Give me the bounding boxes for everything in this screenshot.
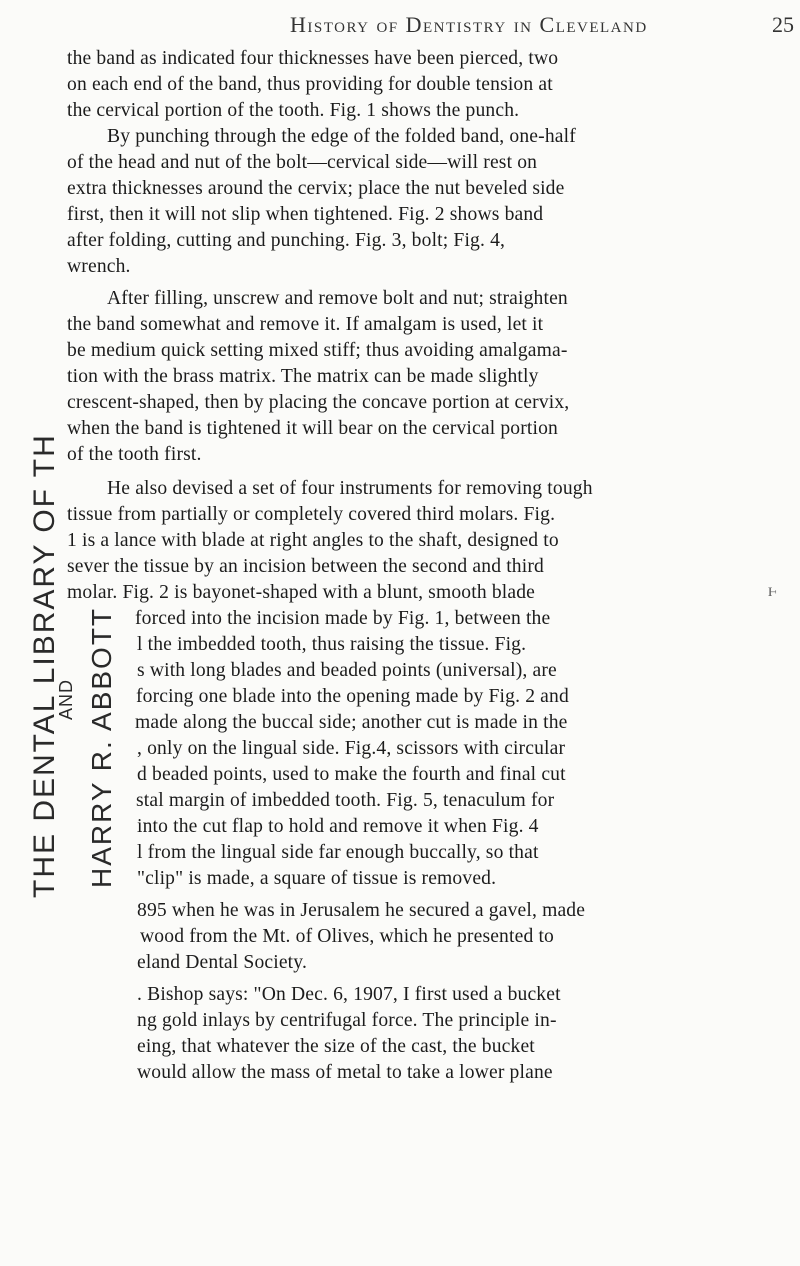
text-line: forcing one blade into the opening made by Fig. 2 and [136,686,569,707]
text-line: extra thicknesses around the cervix; place the nut beveled side [67,178,565,199]
text-line: tion with the brass matrix. The matrix can be made slightly [67,366,539,387]
text-line: eland Dental Society. [137,952,308,973]
text-line: ng gold inlays by centrifugal force. The principle in- [137,1010,557,1031]
text-line: , only on the lingual side. Fig.4, scissors with circular [137,738,566,759]
text-line: eing, that whatever the size of the cast, the bucket [137,1036,535,1057]
text-line: l from the lingual side far enough buccally, so that [137,842,539,863]
text-line: the band as indicated four thicknesses have been pierced, two [67,48,559,69]
text-line: after folding, cutting and punching. Fig. 3, bolt; Fig. 4, [67,230,506,251]
text-line: molar. Fig. 2 is bayonet-shaped with a blunt, smooth blade [67,582,536,603]
text-line: of the tooth first. [67,444,202,465]
text-line: . Bishop says: "On Dec. 6, 1907, I first used a bucket [137,984,561,1005]
text-line: the cervical portion of the tooth. Fig. 1 shows the punch. [67,100,520,121]
text-line: l the imbedded tooth, thus raising the tissue. Fig. [137,634,527,655]
text-line: crescent-shaped, then by placing the concave portion at cervix, [67,392,570,413]
page-body [0,48,800,1266]
text-line: By punching through the edge of the folded band, one-half [107,126,576,147]
page-header [0,12,800,42]
text-line: when the band is tightened it will bear on the cervical portion [67,418,558,439]
running-head: History of Dentistry in Cleveland [290,12,648,37]
text-line: d beaded points, used to make the fourth and final cut [137,764,566,785]
text-line: After filling, unscrew and remove bolt and nut; straighten [107,288,568,309]
text-line: "clip" is made, a square of tissue is removed. [137,868,497,889]
text-line: wrench. [67,256,131,277]
text-line: wood from the Mt. of Olives, which he presented to [140,926,554,947]
text-line: would allow the mass of metal to take a lower plane [137,1062,553,1083]
text-line: stal margin of imbedded tooth. Fig. 5, tenaculum for [136,790,555,811]
library-stamp-line1: THE DENTAL LIBRARY OF TH [28,433,61,898]
page-number: 25 [772,12,794,37]
text-line: He also devised a set of four instruments for removing tough [107,478,593,499]
text-line: made along the buccal side; another cut is made in the [135,712,568,733]
library-stamp-line3: AND [56,678,76,720]
text-line: on each end of the band, thus providing for double tension at [67,74,553,95]
text-line: be medium quick setting mixed stiff; thus avoiding amalgama- [67,340,568,361]
text-line: sever the tissue by an incision between the second and third [67,556,544,577]
text-line: s with long blades and beaded points (universal), are [137,660,557,681]
text-line: of the head and nut of the bolt—cervical side—will rest on [67,152,538,173]
text-line: 1 is a lance with blade at right angles to the shaft, designed to [67,530,559,551]
text-line: 895 when he was in Jerusalem he secured a gavel, made [137,900,586,921]
text-line: first, then it will not slip when tightened. Fig. 2 shows band [67,204,544,225]
text-line: forced into the incision made by Fig. 1, between the [135,608,551,629]
library-stamp-line2: HARRY R. ABBOTT [86,606,117,888]
text-line: the band somewhat and remove it. If amalgam is used, let it [67,314,544,335]
text-line: tissue from partially or completely covered third molars. Fig. [67,504,556,525]
text-line: into the cut flap to hold and remove it when Fig. 4 [137,816,539,837]
margin-pencil-mark: ⱶ [768,580,778,600]
